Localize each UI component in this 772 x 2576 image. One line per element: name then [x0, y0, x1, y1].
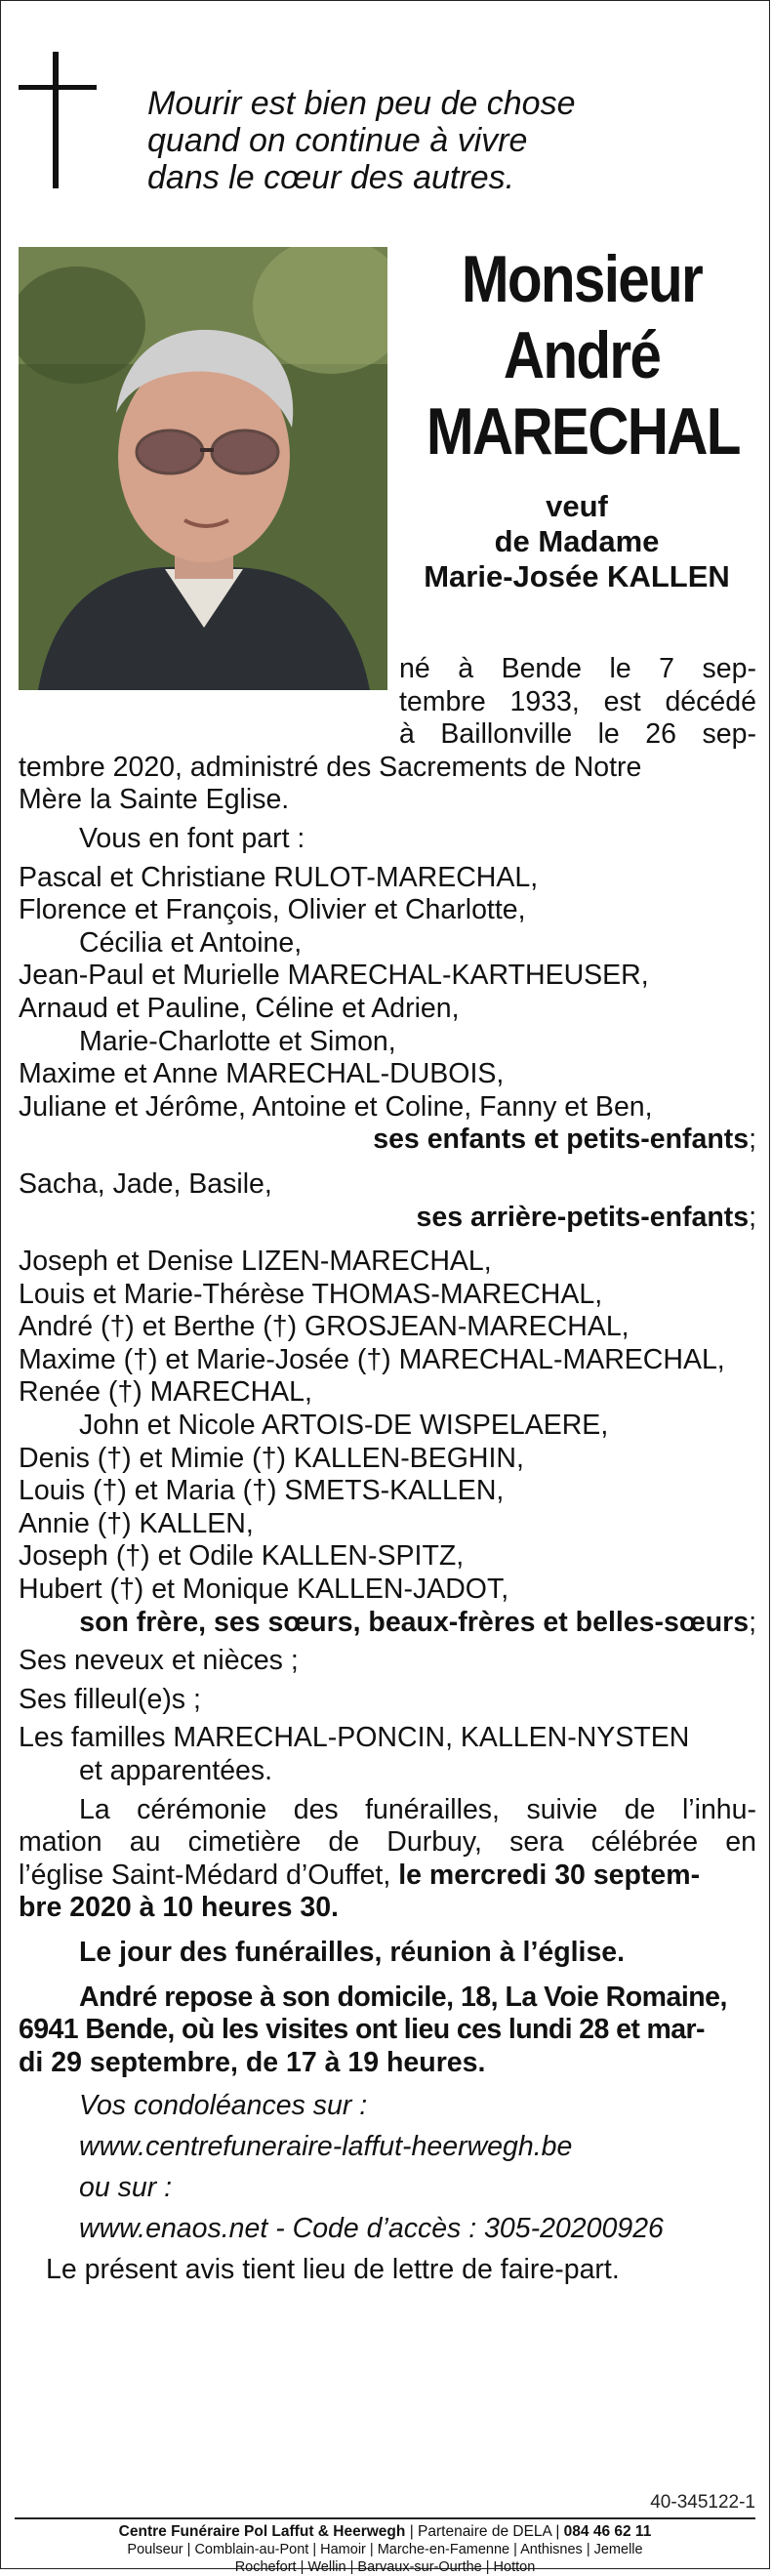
portrait-image [19, 247, 387, 690]
ceremony-line: bre 2020 à 10 heures 30. [19, 1892, 339, 1924]
funeral-home-footer [15, 2517, 755, 2576]
deceased-name [426, 241, 740, 470]
condolences-url-link[interactable]: www.centrefuneraire-laffut-heerwegh.be [79, 2131, 573, 2163]
family-label: son frère, ses sœurs, beaux-frères et belles-sœurs; [79, 1606, 756, 1638]
deceased-last-name: MARECHAL [426, 394, 740, 469]
widow-line: Marie-Josée KALLEN [424, 559, 730, 593]
family-line: Cécilia et Antoine, [79, 926, 303, 959]
epigraph-line: dans le cœur des autres. [147, 159, 515, 196]
phone-number: 084 46 62 11 [563, 2523, 652, 2540]
widow-block [401, 489, 752, 594]
footer-line [15, 2523, 755, 2541]
announcement-line: tembre 2020, administré des Sacrements de Notre [19, 751, 642, 783]
families-line: Les familles MARECHAL-PONCIN, KALLEN-NYSTEN [19, 1722, 690, 1754]
family-line: Marie-Charlotte et Simon, [79, 1025, 396, 1057]
epigraph-line: quand on continue à vivre [147, 122, 528, 159]
intro-text: Vous en font part : [79, 822, 305, 854]
family-line: Arnaud et Pauline, Céline et Adrien, [19, 992, 460, 1024]
widow-line: de Madame [494, 524, 660, 558]
funeral-home-name: Centre Funéraire Pol Laffut & Heerwegh [118, 2523, 406, 2540]
deceased-portrait [19, 247, 387, 690]
closing-line: Le présent avis tient lieu de lettre de faire-part. [46, 2254, 620, 2286]
announcement-line: Mère la Sainte Eglise. [19, 784, 290, 816]
visit-line: di 29 septembre, de 17 à 19 heures. [19, 2046, 486, 2078]
family-line: Pascal et Christiane RULOT-MARECHAL, [19, 861, 539, 893]
godchildren-line: Ses filleul(e)s ; [19, 1683, 201, 1715]
epigraph-line: Mourir est bien peu de chose [147, 85, 576, 122]
family-line: Joseph et Denise LIZEN-MARECHAL, [19, 1246, 492, 1278]
family-line: Renée (†) MARECHAL, [19, 1376, 312, 1409]
deceased-first-name: André [503, 318, 661, 392]
family-line: John et Nicole ARTOIS-DE WISPELAERE, [79, 1410, 609, 1442]
family-line: Louis et Marie-Thérèse THOMAS-MARECHAL, [19, 1278, 603, 1310]
family-line: Hubert (†) et Monique KALLEN-JADOT, [19, 1574, 509, 1606]
family-line: Florence et François, Olivier et Charlotte, [19, 894, 526, 926]
visit-line: 6941 Bende, où les visites ont lieu ces lundi 28 et mar- [19, 2014, 705, 2046]
family-line: Juliane et Jérôme, Antoine et Coline, Fanny et Ben, [19, 1090, 653, 1123]
condolences-line: Vos condoléances sur : [79, 2090, 368, 2122]
family-line: André (†) et Berthe (†) GROSJEAN-MARECHAL, [19, 1311, 630, 1343]
announcement-line: né à Bende le 7 sep- [399, 653, 756, 684]
family-line: Joseph (†) et Odile KALLEN-SPITZ, [19, 1540, 465, 1573]
reference-number: 40-345122-1 [650, 2492, 755, 2513]
family-line: Maxime et Anne MARECHAL-DUBOIS, [19, 1058, 505, 1090]
family-label: ses enfants et petits-enfants; [373, 1124, 756, 1156]
partner-text: | Partenaire de DELA | [409, 2523, 560, 2540]
footer-locations: Rochefort | Wellin | Barvaux-sur-Ourthe | Hotton [234, 2559, 536, 2575]
family-line: Louis (†) et Maria (†) SMETS-KALLEN, [19, 1475, 505, 1507]
cross-icon [19, 52, 97, 188]
family-line: Annie (†) KALLEN, [19, 1507, 254, 1539]
family-line: Sacha, Jade, Basile, [19, 1167, 272, 1200]
visit-line: André repose à son domicile, 18, La Voie Romaine, [79, 1981, 727, 2013]
family-line: Maxime (†) et Marie-Josée (†) MARECHAL-MARECHAL, [19, 1343, 725, 1375]
meeting-line: Le jour des funérailles, réunion à l’église. [79, 1936, 626, 1968]
ceremony-line: mation au cimetière de Durbuy, sera célébrée en [19, 1826, 756, 1859]
announcement-line: tembre 1933, est décédé [399, 685, 756, 717]
epigraph [147, 85, 752, 196]
nephews-line: Ses neveux et nièces ; [19, 1645, 299, 1677]
ceremony-line: l’église Saint-Médard d’Ouffet, le mercredi 30 septem- [19, 1859, 701, 1891]
condolences-line: ou sur : [79, 2172, 173, 2204]
notice-body [19, 653, 756, 2290]
families-line: et apparentées. [79, 1755, 273, 1786]
announcement-line: à Baillonville le 26 sep- [399, 718, 756, 751]
widow-line: veuf [546, 489, 608, 523]
ceremony-line: La cérémonie des funérailles, suivie de l’inhu- [79, 1793, 756, 1825]
family-line: Denis (†) et Mimie (†) KALLEN-BEGHIN, [19, 1442, 524, 1474]
family-label: ses arrière-petits-enfants; [416, 1201, 756, 1233]
footer-locations: Poulseur | Comblain-au-Pont | Hamoir | Marche-en-Famenne | Anthisnes | Jemelle [127, 2542, 643, 2557]
condolences-url-link[interactable]: www.enaos.net - Code d’accès : 305-20200926 [79, 2213, 664, 2245]
family-line: Jean-Paul et Murielle MARECHAL-KARTHEUSER, [19, 960, 649, 992]
deceased-title: Monsieur [461, 242, 703, 316]
